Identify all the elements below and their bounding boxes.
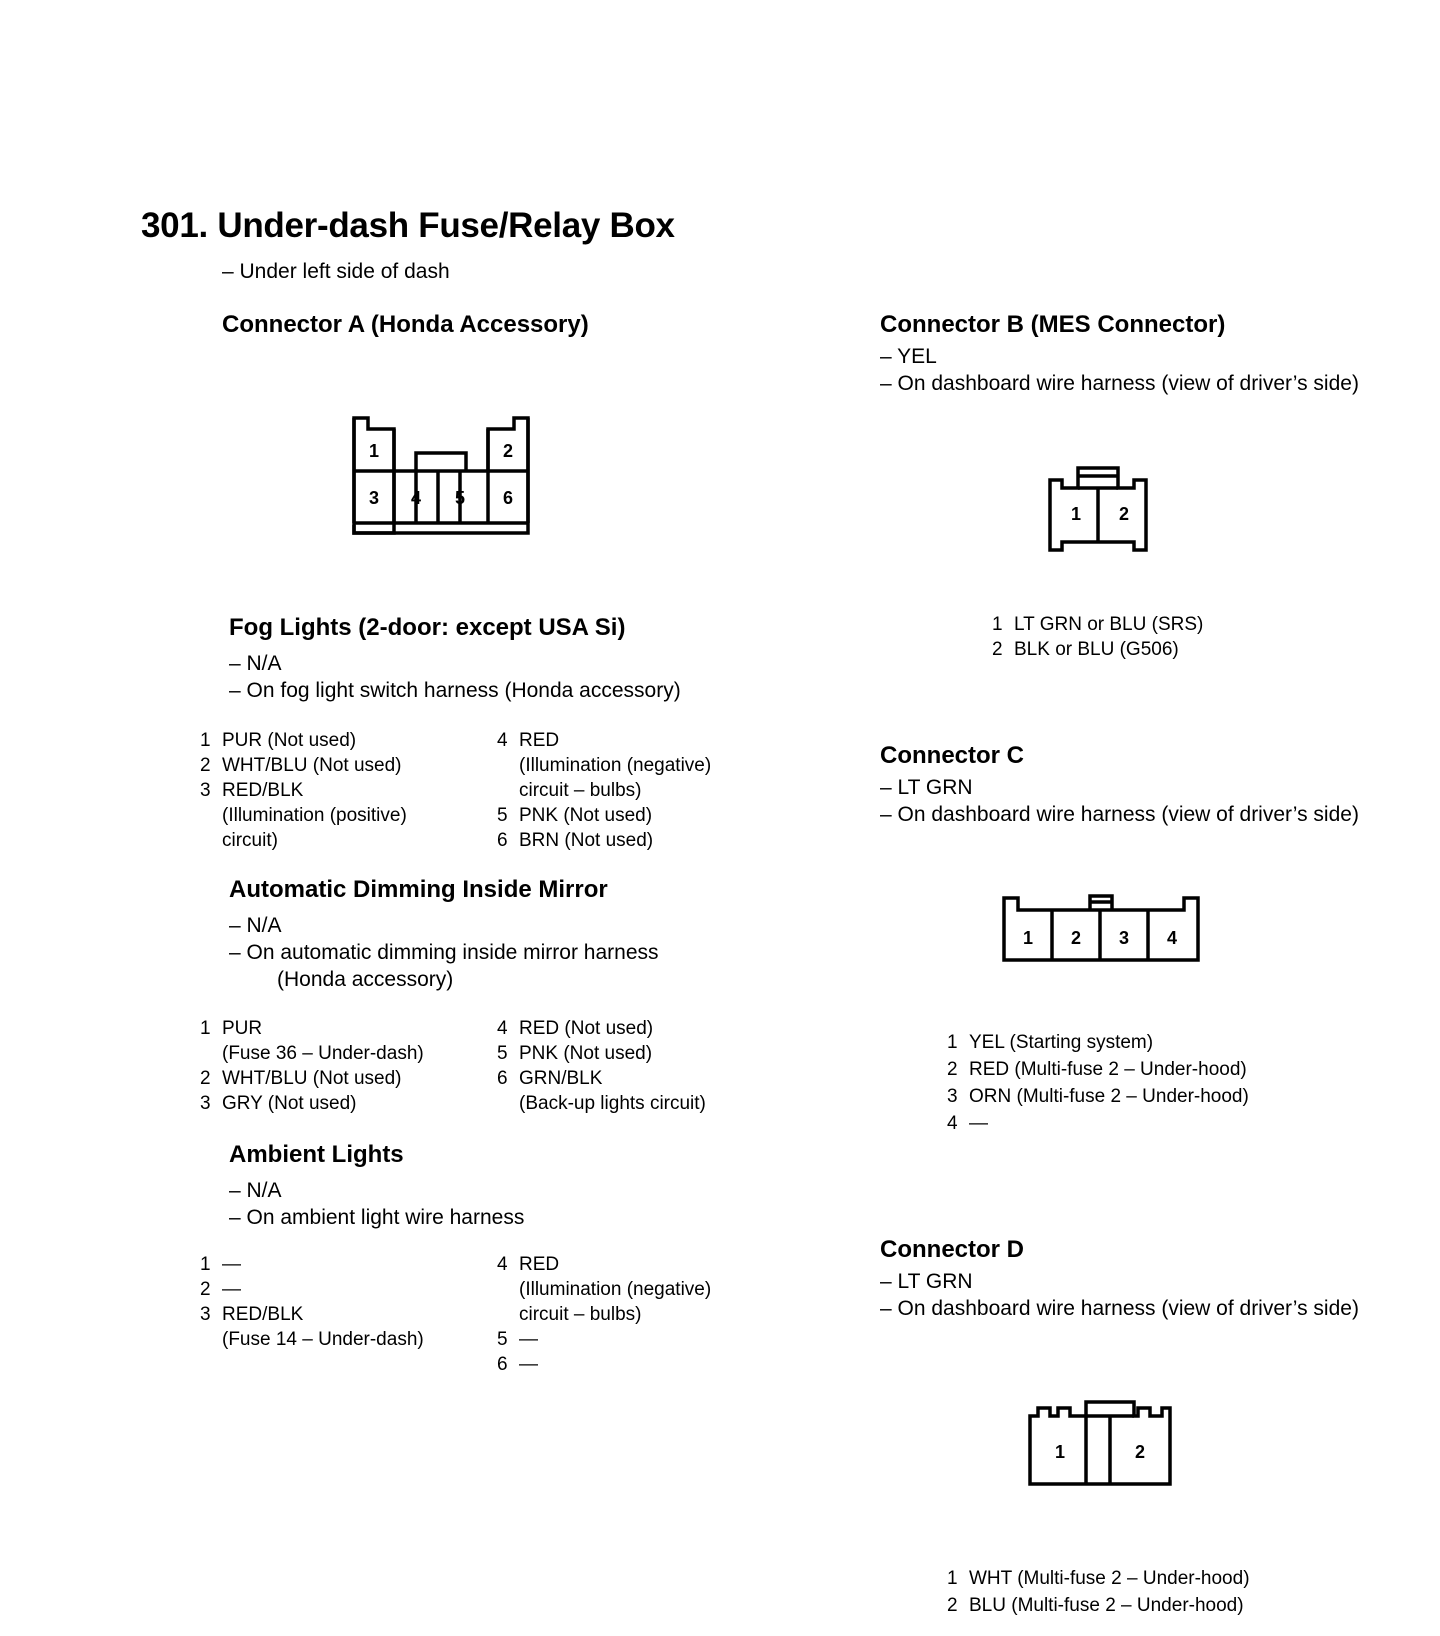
pin-number: 2 <box>947 1059 958 1080</box>
pin-row <box>497 828 711 853</box>
pin-number: 3 <box>200 1093 211 1114</box>
pin-text: RED (Multi-fuse 2 – Under-hood) <box>969 1059 1247 1080</box>
pin-number: 3 <box>200 780 211 801</box>
pin-text: GRN/BLK <box>519 1068 603 1089</box>
pin-row <box>497 1327 711 1352</box>
fog-lights-desc <box>229 650 681 704</box>
pin-row <box>947 1084 1249 1111</box>
pin-text: RED <box>519 1254 560 1275</box>
pin-row <box>200 1066 424 1091</box>
pin-number: 3 <box>200 1304 211 1325</box>
pin-text: (Back-up lights circuit) <box>519 1093 706 1114</box>
pin-number: 1 <box>947 1032 958 1053</box>
pin-row <box>200 1252 424 1277</box>
pin-number: 2 <box>200 755 211 776</box>
pin-text: — <box>969 1113 988 1134</box>
connector-d-pin-2: 2 <box>1134 1442 1146 1462</box>
pin-text: PUR (Not used) <box>222 730 357 751</box>
pin-row <box>497 803 711 828</box>
pin-number: 6 <box>497 830 508 851</box>
pin-number: 2 <box>200 1279 211 1300</box>
pin-number: 4 <box>497 730 508 751</box>
pin-number: 1 <box>200 1254 211 1275</box>
connector-b-desc-line: – YEL <box>880 345 937 368</box>
pin-text: WHT (Multi-fuse 2 – Under-hood) <box>969 1568 1250 1589</box>
pin-row <box>947 1593 1250 1620</box>
pin-text: RED (Not used) <box>519 1018 654 1039</box>
pin-number: 2 <box>992 639 1003 660</box>
pin-row <box>947 1566 1250 1593</box>
pin-text: circuit – bulbs) <box>519 780 642 801</box>
pin-text: PNK (Not used) <box>519 805 653 826</box>
pin-number: 5 <box>497 1043 508 1064</box>
connector-a-pin-6: 6 <box>502 488 514 508</box>
connector-a-heading: Connector A (Honda Accessory) <box>222 311 589 338</box>
connector-d-diagram <box>1026 1398 1178 1490</box>
pin-text: PNK (Not used) <box>519 1043 653 1064</box>
pin-number: 2 <box>947 1595 958 1616</box>
connector-a-pin-2: 2 <box>502 441 514 461</box>
pin-text: PUR <box>222 1018 263 1039</box>
page-title: 301. Under-dash Fuse/Relay Box <box>141 206 675 245</box>
connector-b-diagram <box>1046 464 1156 556</box>
pin-row <box>497 1016 706 1041</box>
pin-row <box>947 1111 1249 1138</box>
connector-b-pin-1: 1 <box>1070 504 1082 524</box>
pin-row <box>200 778 407 853</box>
pin-row <box>497 728 711 803</box>
pin-text: GRY (Not used) <box>222 1093 357 1114</box>
pin-text: RED <box>519 730 560 751</box>
connector-c-desc <box>880 774 1359 828</box>
connector-a-pin-5: 5 <box>454 488 466 508</box>
ambient-desc-line: – N/A <box>229 1179 282 1202</box>
pin-text: RED/BLK <box>222 1304 304 1325</box>
auto-mirror-pins-left <box>200 1016 424 1116</box>
pin-text: — <box>222 1254 241 1275</box>
fog-lights-desc-line: – N/A <box>229 652 282 675</box>
connector-b-desc <box>880 343 1359 397</box>
connector-c-desc-line: – LT GRN <box>880 776 973 799</box>
connector-c-pin-2: 2 <box>1070 928 1082 948</box>
pin-text: — <box>519 1354 538 1375</box>
pin-text: (Fuse 14 – Under-dash) <box>222 1329 424 1350</box>
pin-number: 3 <box>947 1086 958 1107</box>
pin-text: BLU (Multi-fuse 2 – Under-hood) <box>969 1595 1244 1616</box>
pin-text: ORN (Multi-fuse 2 – Under-hood) <box>969 1086 1249 1107</box>
pin-number: 1 <box>200 1018 211 1039</box>
pin-number: 6 <box>497 1068 508 1089</box>
connector-c-pin-1: 1 <box>1022 928 1034 948</box>
ambient-desc <box>229 1177 524 1231</box>
pin-text: circuit) <box>222 830 278 851</box>
connector-c-pins <box>947 1030 1249 1138</box>
pin-row <box>200 1302 424 1352</box>
auto-mirror-desc-line: (Honda accessory) <box>277 968 454 991</box>
fog-lights-desc-line: – On fog light switch harness (Honda accessory) <box>229 679 681 702</box>
pin-text: — <box>222 1279 241 1300</box>
connector-d-desc-line: – LT GRN <box>880 1270 973 1293</box>
fog-lights-pins-right <box>497 728 711 853</box>
pin-row <box>497 1041 706 1066</box>
ambient-heading: Ambient Lights <box>229 1141 404 1168</box>
pin-text: BRN (Not used) <box>519 830 654 851</box>
pin-text: (Illumination (negative) <box>519 1279 712 1300</box>
pin-text: LT GRN or BLU (SRS) <box>1014 614 1204 635</box>
pin-number: 6 <box>497 1354 508 1375</box>
pin-text: — <box>519 1329 538 1350</box>
pin-number: 4 <box>947 1113 958 1134</box>
pin-row <box>992 612 1203 637</box>
pin-number: 4 <box>497 1254 508 1275</box>
connector-d-heading: Connector D <box>880 1236 1024 1263</box>
pin-text: WHT/BLU (Not used) <box>222 1068 402 1089</box>
pin-text: circuit – bulbs) <box>519 1304 642 1325</box>
connector-b-pins <box>992 612 1203 662</box>
connector-a-pin-1: 1 <box>368 441 380 461</box>
auto-mirror-pins-right <box>497 1016 706 1116</box>
pin-row <box>497 1066 706 1116</box>
connector-b-desc-line: – On dashboard wire harness (view of driver’s side) <box>880 372 1359 395</box>
ambient-pins-right <box>497 1252 711 1377</box>
pin-row <box>947 1057 1249 1084</box>
auto-mirror-desc <box>229 912 659 993</box>
fog-lights-pins-left <box>200 728 407 853</box>
pin-text: YEL (Starting system) <box>969 1032 1154 1053</box>
pin-row <box>200 1277 424 1302</box>
pin-text: WHT/BLU (Not used) <box>222 755 402 776</box>
connector-a-pin-3: 3 <box>368 488 380 508</box>
connector-d-pin-1: 1 <box>1054 1442 1066 1462</box>
connector-c-pin-4: 4 <box>1166 928 1178 948</box>
connector-a-diagram <box>350 413 536 539</box>
pin-text: (Fuse 36 – Under-dash) <box>222 1043 424 1064</box>
pin-row <box>200 728 407 753</box>
connector-d-desc <box>880 1268 1359 1322</box>
pin-number: 1 <box>947 1568 958 1589</box>
connector-d-pins <box>947 1566 1250 1620</box>
connector-c-desc-line: – On dashboard wire harness (view of driver’s side) <box>880 803 1359 826</box>
pin-number: 1 <box>992 614 1003 635</box>
connector-a-pin-4: 4 <box>410 488 422 508</box>
pin-number: 4 <box>497 1018 508 1039</box>
pin-row <box>200 1091 424 1116</box>
connector-b-pin-2: 2 <box>1118 504 1130 524</box>
auto-mirror-desc-line: – N/A <box>229 914 282 937</box>
pin-text: (Illumination (positive) <box>222 805 407 826</box>
pin-row <box>200 1016 424 1066</box>
ambient-pins-left <box>200 1252 424 1352</box>
ambient-desc-line: – On ambient light wire harness <box>229 1206 525 1229</box>
pin-number: 5 <box>497 1329 508 1350</box>
connector-c-pin-3: 3 <box>1118 928 1130 948</box>
pin-number: 1 <box>200 730 211 751</box>
pin-row <box>947 1030 1249 1057</box>
auto-mirror-heading: Automatic Dimming Inside Mirror <box>229 876 608 903</box>
connector-c-heading: Connector C <box>880 742 1024 769</box>
connector-c-diagram <box>1000 892 1204 966</box>
pin-row <box>497 1352 711 1377</box>
pin-row <box>992 637 1203 662</box>
pin-text: BLK or BLU (G506) <box>1014 639 1179 660</box>
pin-row <box>497 1252 711 1327</box>
page-subtitle: – Under left side of dash <box>222 260 450 283</box>
pin-text: RED/BLK <box>222 780 304 801</box>
connector-d-desc-line: – On dashboard wire harness (view of driver’s side) <box>880 1297 1359 1320</box>
fog-lights-heading: Fog Lights (2-door: except USA Si) <box>229 614 626 641</box>
auto-mirror-desc-line: – On automatic dimming inside mirror harness <box>229 941 659 964</box>
pin-number: 5 <box>497 805 508 826</box>
pin-row <box>200 753 407 778</box>
connector-b-heading: Connector B (MES Connector) <box>880 311 1226 338</box>
pin-number: 2 <box>200 1068 211 1089</box>
pin-text: (Illumination (negative) <box>519 755 712 776</box>
